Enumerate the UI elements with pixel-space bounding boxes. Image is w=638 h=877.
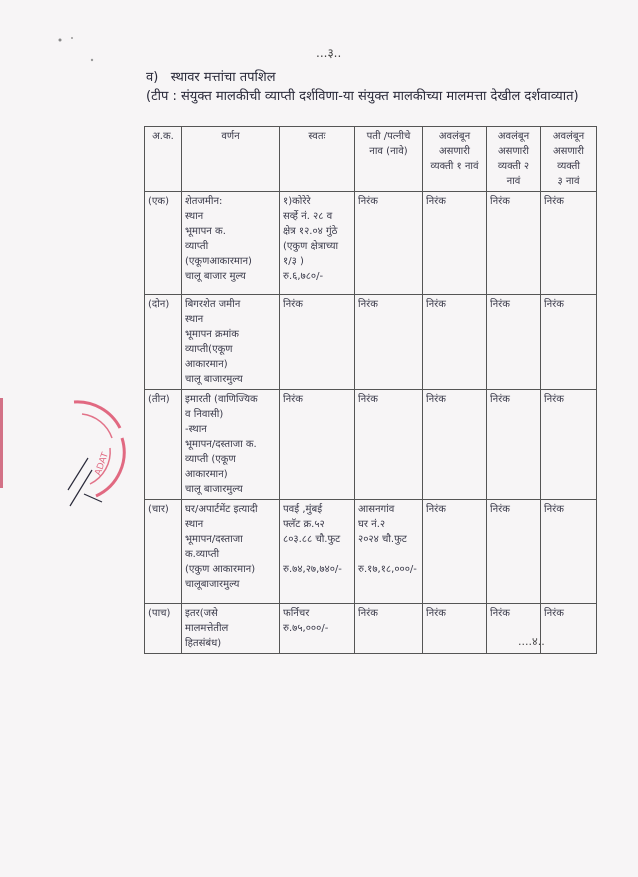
- asset-description-line: मालमत्तेतील: [185, 623, 229, 634]
- asset-description-line: स्थान: [185, 211, 204, 222]
- dependent-2-holding-text: निरंक: [490, 299, 510, 310]
- spouse-holding-line: घर नं.२: [358, 519, 386, 530]
- asset-description-line: स्थान: [185, 519, 204, 530]
- column-header: [145, 127, 182, 192]
- column-header-line: अ.क.: [152, 131, 174, 142]
- self-holding-line: फ्लॅट क्र.५२: [283, 519, 325, 530]
- row-number: [145, 500, 182, 604]
- asset-description-line: चालूबाजारमुल्य: [185, 579, 240, 590]
- column-header: [487, 127, 541, 192]
- spouse-holding-line: रु.१७,१८,०००/-: [358, 564, 417, 575]
- spacer: [358, 547, 419, 562]
- row-number: [145, 295, 182, 390]
- self-holding: [280, 390, 355, 500]
- spouse-holding-line: आसनगांव: [358, 504, 395, 515]
- asset-description-line: आकारमान): [185, 359, 228, 370]
- self-holding-line: निरंक: [283, 299, 303, 310]
- dependent-1-holding-text: निरंक: [426, 608, 446, 619]
- dependent-1-holding-text: निरंक: [426, 394, 446, 405]
- dependent-1-holding-text: निरंक: [426, 299, 446, 310]
- self-holding-line: फर्निचर: [283, 608, 310, 619]
- row-number-text: (पाच): [148, 608, 171, 619]
- asset-description-line: बिगरशेत जमीन: [185, 299, 241, 310]
- dependent-3-holding: [541, 295, 597, 390]
- dependent-2-holding-text: निरंक: [490, 196, 510, 207]
- dependent-2-holding: [487, 192, 541, 295]
- self-holding-line: रु.७४,२७,७४०/-: [283, 564, 342, 575]
- dependent-1-holding: [423, 192, 487, 295]
- dependent-1-holding-text: निरंक: [426, 196, 446, 207]
- dependent-2-holding: [487, 390, 541, 500]
- spouse-holding-text: निरंक: [358, 394, 378, 405]
- asset-description-line: व्याप्ती (एकूण: [185, 454, 236, 465]
- asset-description: [182, 500, 280, 604]
- asset-description-line: (एकूणआकारमान): [185, 256, 252, 267]
- spouse-holding: [355, 192, 423, 295]
- column-header: [182, 127, 280, 192]
- self-holding-line: क्षेत्र १२.०४ गुंठे: [283, 226, 338, 237]
- dependent-3-holding-text: निरंक: [544, 394, 564, 405]
- self-holding-line: रु.६,७८०/-: [283, 271, 324, 282]
- asset-description-line: इतर(जसे: [185, 608, 218, 619]
- dependent-1-holding: [423, 500, 487, 604]
- dependent-2-holding: [487, 500, 541, 604]
- section-letter: व): [146, 70, 159, 85]
- asset-description-line: घर/अपार्टमेंट इत्यादी: [185, 504, 258, 515]
- table-header-row: [145, 127, 597, 192]
- dependent-3-holding: [541, 192, 597, 295]
- column-header-line: व्यक्ती: [557, 161, 580, 172]
- spouse-holding: [355, 500, 423, 604]
- asset-description-line: चालू बाजारमुल्य: [185, 484, 243, 495]
- dependent-2-holding-text: निरंक: [490, 608, 510, 619]
- dependent-2-holding: [487, 295, 541, 390]
- table-body: [145, 192, 597, 654]
- column-header-line: असणारी: [553, 146, 584, 157]
- dependent-2-holding-text: निरंक: [490, 504, 510, 515]
- table-row: [145, 192, 597, 295]
- spacer: [283, 547, 351, 562]
- spouse-holding-text: निरंक: [358, 608, 378, 619]
- dependent-3-holding: [541, 390, 597, 500]
- asset-description-line: हितसंबंध): [185, 638, 222, 649]
- self-holding: [280, 192, 355, 295]
- page-number: ...३..: [316, 46, 342, 60]
- column-header-line: नाव (नावे): [369, 146, 408, 157]
- asset-description-line: व्याप्ती(एकूण: [185, 344, 233, 355]
- column-header-line: स्वतः: [308, 131, 326, 142]
- column-header-line: पती /पत्नीचे: [366, 131, 411, 142]
- asset-description-line: व्याप्ती: [185, 241, 209, 252]
- asset-description-line: चालू बाजार मुल्य: [185, 271, 246, 282]
- column-header-line: असणारी: [439, 146, 470, 157]
- row-number: [145, 604, 182, 654]
- self-holding-line: १)कोरेरे: [283, 196, 311, 207]
- dependent-3-holding-text: निरंक: [544, 196, 564, 207]
- svg-text:ADAT: ADAT: [93, 451, 111, 478]
- dependent-1-holding: [423, 604, 487, 654]
- asset-description-line: भूमापन क.: [185, 226, 226, 237]
- column-header-line: व्यक्ती २: [497, 161, 530, 172]
- asset-description-line: भूमापन/दस्ताजा क.: [185, 439, 257, 450]
- column-header-line: अवलंबून: [497, 131, 530, 142]
- column-header: [280, 127, 355, 192]
- self-holding-line: सर्व्हे नं. २८ व: [283, 211, 333, 222]
- dependent-1-holding: [423, 390, 487, 500]
- self-holding: [280, 604, 355, 654]
- asset-description-line: चालू बाजारमुल्य: [185, 374, 243, 385]
- table-row: [145, 390, 597, 500]
- immovable-assets-table: [144, 126, 597, 654]
- spouse-holding: [355, 390, 423, 500]
- column-header-line: अवलंबून: [552, 131, 585, 142]
- column-header: [355, 127, 423, 192]
- self-holding-line: निरंक: [283, 394, 303, 405]
- dependent-3-holding-text: निरंक: [544, 608, 564, 619]
- column-header-line: ३ नावं: [557, 176, 580, 187]
- spouse-holding: [355, 604, 423, 654]
- column-header: [541, 127, 597, 192]
- column-header: [423, 127, 487, 192]
- column-header-line: अवलंबून: [438, 131, 471, 142]
- dependent-1-holding-text: निरंक: [426, 504, 446, 515]
- asset-description-line: इमारती (वाणिज्यिक: [185, 394, 258, 405]
- asset-description-line: भूमापन क्रमांक: [185, 329, 239, 340]
- asset-description-line: क.व्याप्ती: [185, 549, 220, 560]
- spouse-holding: [355, 295, 423, 390]
- asset-description: [182, 192, 280, 295]
- column-header-line: व्यक्ती १ नावं: [430, 161, 479, 172]
- asset-description-line: शेतजमीन:: [185, 196, 223, 207]
- section-note: (टीप : संयुक्त मालकीची व्याप्ती दर्शविणा-या संयुक्त मालकीच्या मालमत्ता देखील दर्शवाव्यात): [146, 89, 579, 104]
- asset-description: [182, 604, 280, 654]
- spouse-holding-line: २०२४ चौ.फुट: [358, 534, 407, 545]
- asset-description-line: स्थान: [185, 314, 204, 325]
- column-header-line: असणारी: [498, 146, 529, 157]
- asset-description-line: (एकुण आकारमान): [185, 564, 256, 575]
- row-number-text: (दोन): [148, 299, 170, 310]
- row-number-text: (तीन): [148, 394, 170, 405]
- asset-description-line: आकारमान): [185, 469, 228, 480]
- asset-description: [182, 390, 280, 500]
- self-holding: [280, 295, 355, 390]
- section-title: स्थावर मत्तांचा तपशिल: [170, 70, 276, 85]
- self-holding-line: पवई ,मुंबई: [283, 504, 323, 515]
- spouse-holding-text: निरंक: [358, 299, 378, 310]
- self-holding-line: रु.७५,०००/-: [283, 623, 329, 634]
- column-header-line: नावं: [506, 176, 521, 187]
- self-holding-line: १/३ ): [283, 256, 304, 267]
- dependent-1-holding: [423, 295, 487, 390]
- section-heading: [146, 67, 276, 85]
- dependent-3-holding: [541, 604, 597, 654]
- row-number: [145, 390, 182, 500]
- dependent-3-holding-text: निरंक: [544, 299, 564, 310]
- self-holding: [280, 500, 355, 604]
- next-page-indicator: ....४..: [518, 635, 545, 648]
- office-stamp: [62, 398, 132, 508]
- self-holding-line: (एकुण क्षेत्राच्या: [283, 241, 339, 252]
- row-number-text: (एक): [148, 196, 170, 207]
- dependent-2-holding-text: निरंक: [490, 394, 510, 405]
- asset-description-line: व निवासी): [185, 409, 224, 420]
- row-number-text: (चार): [148, 504, 169, 515]
- table-row: [145, 500, 597, 604]
- asset-description-line: भूमापन/दस्ताजा: [185, 534, 243, 545]
- column-header-line: वर्णन: [221, 131, 240, 142]
- dependent-3-holding: [541, 500, 597, 604]
- self-holding-line: ८०३.८८ चौ.फुट: [283, 534, 341, 545]
- row-number: [145, 192, 182, 295]
- asset-description: [182, 295, 280, 390]
- spouse-holding-text: निरंक: [358, 196, 378, 207]
- dependent-3-holding-text: निरंक: [544, 504, 564, 515]
- table-row: [145, 295, 597, 390]
- asset-description-line: -स्थान: [185, 424, 207, 435]
